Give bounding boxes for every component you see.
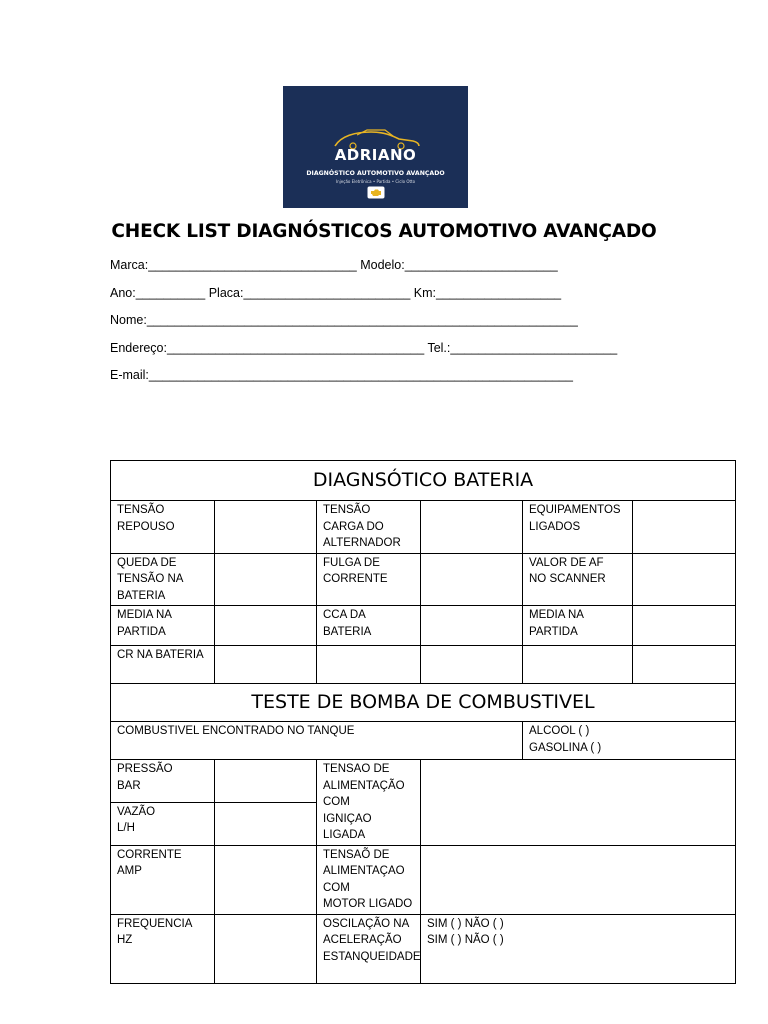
vazao-value[interactable] (215, 802, 317, 845)
logo-name: ADRIANO (334, 146, 417, 164)
empty-cell[interactable] (317, 646, 421, 684)
tensao-repouso-value[interactable] (215, 501, 317, 554)
page-title: CHECK LIST DIAGNÓSTICOS AUTOMOTIVO AVANÇADO (111, 221, 657, 242)
empty-cell[interactable] (421, 646, 523, 684)
equipamentos-label: EQUIPAMENTOS LIGADOS (523, 501, 633, 554)
tensao-motor-value[interactable] (421, 845, 736, 914)
pressao-value[interactable] (215, 760, 317, 803)
vazao-label: VAZÃO L/H (111, 802, 215, 845)
checklist-table (110, 460, 736, 984)
cr-bateria-label: CR NA BATERIA (111, 646, 215, 684)
logo-tagline: Injeção Eletrônica • Partida • Ciclo Otto (335, 179, 416, 184)
media-partida-2-label: MEDIA NA PARTIDA (523, 606, 633, 646)
queda-tensao-value[interactable] (215, 553, 317, 606)
valor-af-label: VALOR DE AF NO SCANNER (523, 553, 633, 606)
tensao-repouso-label: TENSÃO REPOUSO (111, 501, 215, 554)
tensao-carga-label: TENSÃO CARGA DO ALTERNADOR (317, 501, 421, 554)
equipamentos-value[interactable] (633, 501, 736, 554)
valor-af-value[interactable] (633, 553, 736, 606)
cr-bateria-value[interactable] (215, 646, 317, 684)
field-ano-placa-km[interactable]: Ano:__________ Placa:________________________ Km:__________________ (110, 286, 562, 300)
empty-cell[interactable] (633, 646, 736, 684)
battery-section-title: DIAGNSÓTICO BATERIA (111, 461, 736, 501)
queda-tensao-label: QUEDA DE TENSÃO NA BATERIA (111, 553, 215, 606)
alcool-gasolina-options[interactable]: ALCOOL ( ) GASOLINA ( ) (523, 722, 736, 760)
combustivel-label: COMBUSTIVEL ENCONTRADO NO TANQUE (111, 722, 523, 760)
oscilacao-label: OSCILAÇÃO NA ACELERAÇÃO ESTANQUEIDADE (317, 914, 421, 983)
field-email[interactable]: E-mail:_____________________________________________________________ (110, 368, 573, 382)
media-partida-value[interactable] (215, 606, 317, 646)
cca-label: CCA DA BATERIA (317, 606, 421, 646)
field-endereco-tel[interactable]: Endereço:_____________________________________ Tel.:________________________ (110, 341, 618, 355)
cca-value[interactable] (421, 606, 523, 646)
frequencia-value[interactable] (215, 914, 317, 983)
tensao-motor-label: TENSAÕ DE ALIMENTAÇAO COM MOTOR LIGADO (317, 845, 421, 914)
sim-nao-options[interactable]: SIM ( ) NÃO ( ) SIM ( ) NÃO ( ) (421, 914, 736, 983)
fulga-corrente-value[interactable] (421, 553, 523, 606)
media-partida-2-value[interactable] (633, 606, 736, 646)
corrente-label: CORRENTE AMP (111, 845, 215, 914)
fulga-corrente-label: FULGA DE CORRENTE (317, 553, 421, 606)
frequencia-label: FREQUENCIA HZ (111, 914, 215, 983)
corrente-value[interactable] (215, 845, 317, 914)
company-logo (283, 86, 468, 208)
media-partida-label: MEDIA NA PARTIDA (111, 606, 215, 646)
pressao-label: PRESSÃO BAR (111, 760, 215, 803)
field-marca-modelo[interactable]: Marca:______________________________ Modelo:______________________ (110, 258, 558, 272)
logo-subtitle: DIAGNÓSTICO AUTOMOTIVO AVANÇADO (306, 170, 445, 177)
field-nome[interactable]: Nome:______________________________________________________________ (110, 313, 578, 327)
pump-section-title: TESTE DE BOMBA DE COMBUSTIVEL (111, 684, 736, 722)
empty-cell[interactable] (523, 646, 633, 684)
tensao-ignicao-label: TENSAO DE ALIMENTAÇÃO COM IGNIÇAO LIGADA (317, 760, 421, 846)
tensao-carga-value[interactable] (421, 501, 523, 554)
engine-check-icon (367, 186, 385, 199)
tensao-ignicao-value[interactable] (421, 760, 736, 846)
